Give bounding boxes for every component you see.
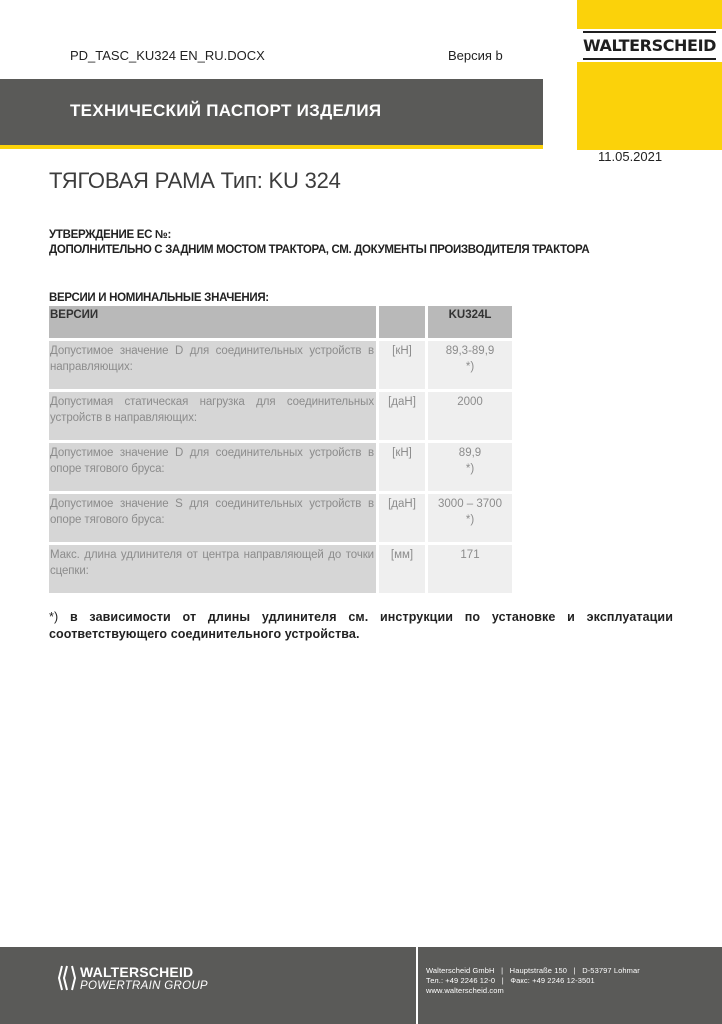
table-row-unit: [даН] (379, 392, 425, 440)
footnote-marker: *) (49, 610, 59, 624)
value-text: 2000 (457, 396, 483, 408)
value-text: 89,9 (458, 447, 482, 459)
footer-contact (426, 966, 640, 996)
table-row-param: Допустимое значение D для соединительных устройств в опоре тягового бруса: (49, 443, 376, 491)
table-row-value (428, 545, 512, 593)
table-row-unit: [даН] (379, 494, 425, 542)
table-row-unit: [кН] (379, 341, 425, 389)
versions-section-label: ВЕРСИИ И НОМИНАЛЬНЫЕ ЗНАЧЕНИЯ: (49, 292, 269, 304)
table-row-value (428, 494, 512, 542)
value-text: 3000 – 3700 (438, 498, 502, 510)
table-header-unit (379, 306, 425, 338)
table-header-versions: ВЕРСИИ (49, 306, 376, 338)
footer-brand: WALTERSCHEID (80, 964, 194, 980)
value-note: *) (465, 361, 475, 373)
table-row-param: Допустимое значение D для соединительных устройств в направляющих: (49, 341, 376, 389)
walterscheid-logo: WALTERSCHEID (582, 36, 717, 55)
approval-label: УТВЕРЖДЕНИЕ ЕС №: (49, 229, 172, 241)
footer-address: Walterscheid GmbH | Hauptstraße 150 | D-53797 Lohmar (426, 966, 640, 975)
document-version: Версия b (448, 48, 503, 63)
document-date: 11.05.2021 (598, 149, 663, 164)
footer-divider (416, 947, 418, 1024)
table-row-unit: [кН] (379, 443, 425, 491)
document-filename: PD_TASC_KU324 EN_RU.DOCX (70, 48, 265, 63)
value-note: *) (465, 463, 475, 475)
table-row-value (428, 443, 512, 491)
footer-website: www.walterscheid.com (426, 986, 504, 995)
value-note: *) (465, 514, 475, 526)
table-row-value (428, 392, 512, 440)
table-row-param: Допустимая статическая нагрузка для соединительных устройств в направляющих: (49, 392, 376, 440)
table-row-param: Макс. длина удлинителя от центра направляющей до точки сцепки: (49, 545, 376, 593)
footnote (49, 609, 673, 643)
table-header-model: KU324L (428, 306, 512, 338)
approval-text: ДОПОЛНИТЕЛЬНО С ЗАДНИМ МОСТОМ ТРАКТОРА, СМ. ДОКУМЕНТЫ ПРОИЗВОДИТЕЛЯ ТРАКТОРА (49, 244, 590, 256)
value-text: 89,3-89,9 (445, 345, 495, 357)
footer-brand-subtitle: POWERTRAIN GROUP (80, 980, 208, 992)
brand-color-block (577, 0, 722, 150)
header-accent-strip (0, 145, 543, 149)
footnote-text: в зависимости от длины удлинителя см. инструкции по установке и эксплуатации соответствующего соединительного устройства. (49, 610, 673, 641)
walterscheid-emblem-icon (58, 964, 76, 992)
table-row-unit: [мм] (379, 545, 425, 593)
product-title: ТЯГОВАЯ РАМА Тип: KU 324 (49, 168, 341, 193)
footer-phone-fax: Тел.: +49 2246 12-0 | Факс: +49 2246 12-3501 (426, 976, 595, 985)
value-text: 171 (460, 549, 480, 561)
document-type-title: ТЕХНИЧЕСКИЙ ПАСПОРТ ИЗДЕЛИЯ (70, 101, 382, 120)
table-row-value (428, 341, 512, 389)
table-row-param: Допустимое значение S для соединительных устройств в опоре тягового бруса: (49, 494, 376, 542)
